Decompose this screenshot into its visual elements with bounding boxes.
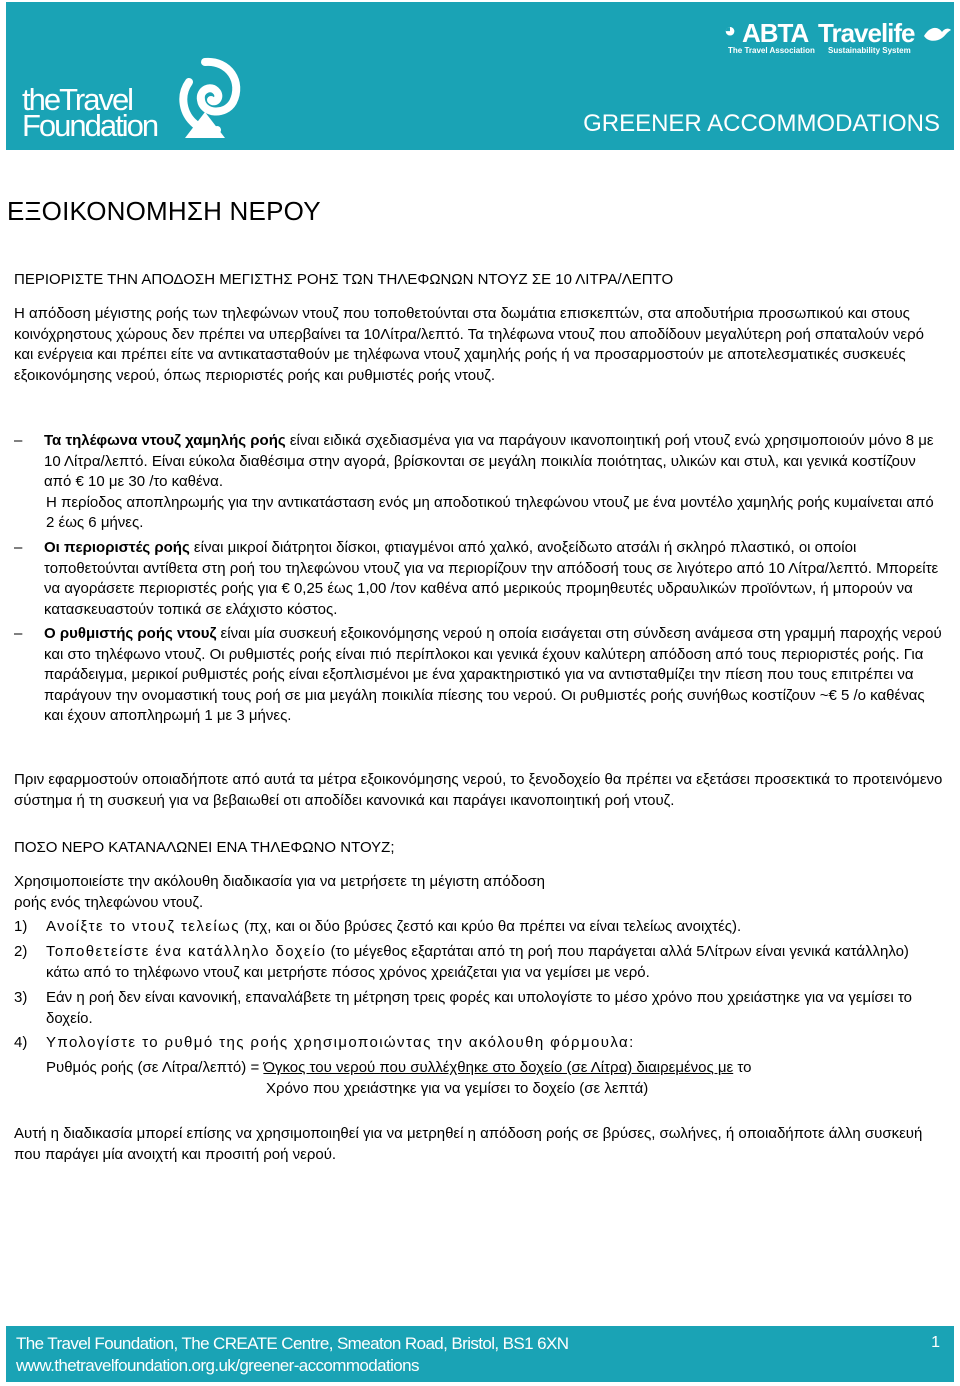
formula-to: το — [733, 1059, 752, 1076]
abta-word: ABTA — [742, 18, 809, 48]
flow-formula — [46, 1058, 946, 1099]
step-number: 4) — [14, 1034, 28, 1051]
before-paragraph: Πριν εφαρμοστούν οποιαδήποτε από αυτά τα μέτρα εξοικονόμησης νερού, το ξενοδοχείο θα πρέπει να εξετάσει προσεκτικά το προτεινόμενο σύστημα ή τη συσκευή για να βεβαιωθεί οτι αποδίδει κανονικά και παράγει ικανοποιητική ροή ντουζ. — [14, 771, 943, 809]
bullet-bold-label: Οι περιοριστές ροής — [44, 539, 190, 556]
header-banner — [6, 2, 954, 150]
swirl-icon — [159, 52, 251, 144]
travelife-word: Travelife — [818, 18, 915, 48]
bullet-bold-label: Τα τηλέφωνα ντουζ χαμηλής ροής — [44, 432, 286, 449]
step-text: Εάν η ροή δεν είναι κανονική, επαναλάβετε τη μέτρηση τρεις φορές και υπολογίστε το μέσο χρόνο που χρειάστηκε για να γεμίσει το δοχείο. — [46, 989, 913, 1027]
step-lead: Υπολογίστε το ρυθμό της ροής χρησιμοποιώντας την ακόλουθη φόρμουλα: — [46, 1034, 635, 1051]
bullet-text: είναι ειδικά σχεδιασμένα για να παράγουν ικανοποιητική ροή ντουζ ενώ χρησιμοποιούν μόνο 8 με 10 Λίτρα/λεπτό. Είναι εύκολα διαθέσιμα στην αγορά, βρίσκονται σε μεγάλη ποικιλία ποιότητας, υλικών και στυλ, και γενικά κοστίζουν από € 10 με 30 /το καθένα. — [44, 432, 934, 490]
bullet-flow-regulator — [14, 624, 944, 727]
footer-banner — [6, 1326, 954, 1382]
usage-line2: ροής ενός τηλεφώνου ντουζ. — [14, 893, 204, 911]
section-subtitle: ΠΕΡΙΟΡΙΣΤΕ ΤΗΝ ΑΠΟΔΟΣΗ ΜΕΓΙΣΤΗΣ ΡΟΗΣ ΤΩΝ ΤΗΛΕΦΩΝΩΝ ΝΤΟΥΖ ΣΕ 10 ΛΙΤΡΑ/ΛΕΠΤΟ — [14, 271, 674, 288]
footer-address: The Travel Foundation, The CREATE Centre, Smeaton Road, Bristol, BS1 6XN — [16, 1334, 569, 1353]
logo-line2: Foundation — [22, 108, 158, 143]
page-title: ΕΞΟΙΚΟΝΟΜΗΣΗ ΝΕΡΟΥ — [7, 196, 321, 226]
bullet-dash: – — [14, 539, 23, 556]
formula-denominator: Χρόνο που χρειάστηκε για να γεμίσει το δοχείο (σε λεπτά) — [266, 1079, 649, 1097]
bullet-flow-restrictors — [14, 538, 944, 620]
step-number: 1) — [14, 918, 28, 935]
step-text: (το μέγεθος εξαρτάται από τη ροή που παράγεται αλλά 5Λίτρων είναι γενικά κατάλληλο) κάτω από το τηλέφωνο ντουζ και μετρήστε πόσος χρόνος χρειάζεται για να γεμίσει με νερό. — [46, 943, 909, 981]
formula-lhs: Ρυθμός ροής (σε Λίτρα/λεπτό) = — [46, 1059, 264, 1076]
bullet-dash: – — [14, 625, 23, 642]
step-number: 3) — [14, 989, 28, 1006]
step-lead: Τοποθετείστε ένα κατάλληλο δοχείο — [46, 943, 327, 960]
travelife-subtitle: Sustainability System — [828, 46, 911, 55]
page-number: 1 — [931, 1334, 940, 1351]
abta-swirl-icon: ◕ — [724, 20, 737, 42]
logo-line1: theTravel — [22, 82, 133, 117]
greener-accommodations-banner: GREENER ACCOMMODATIONS — [583, 110, 940, 137]
step-text: (πχ, και οι δύο βρύσες ζεστό και κρύο θα πρέπει να είναι τελείως ανοιχτές). — [239, 918, 742, 935]
bird-icon — [922, 22, 952, 44]
bullet-text: είναι μικροί διάτρητοι δίσκοι, φτιαγμένοι από χαλκό, ανοξείδωτο ατσάλι ή σκληρό πλαστικό, οι οποίοι τοποθετούνται αντίθετα στη ροή του τηλεφώνου ντουζ για να περιορίζουν την απόδοσή τους σε λιγότερο από 10 Λίτρα/λεπτό. Μπορείτε να αγοράσετε περιοριστές ροής για € 0,25 έως 1,00 /τον καθένα από μερικούς προμηθευτές υδραυλικών προϊόντων, ή μπορούν να κατασκευαστούν τοπικά σε ελάχιστο κόστος. — [44, 539, 939, 618]
footer-url[interactable]: www.thetravelfoundation.org.uk/greener-accommodations — [16, 1356, 419, 1375]
usage-intro — [14, 872, 944, 913]
abta-subtitle: The Travel Association — [728, 46, 815, 55]
formula-numerator: Όγκος του νερού που συλλέχθηκε στο δοχείο (σε Λίτρα) διαιρεμένος με — [263, 1059, 734, 1076]
bullet-low-flow — [14, 431, 944, 534]
travelife-logo — [818, 18, 954, 60]
step-1 — [14, 917, 944, 938]
step-2 — [14, 942, 944, 983]
bullet-continuation: Η περίοδος αποπληρωμής για την αντικατάσταση ενός μη αποδοτικού τηλεφώνου ντουζ με ένα μοντέλο χαμηλής ροής κυμαίνεται από 2 έως 6 μήνες. — [46, 493, 934, 531]
travel-foundation-logo — [22, 50, 252, 145]
step-3 — [14, 988, 944, 1029]
abta-logo — [720, 18, 820, 58]
usage-line1: Χρησιμοποιείστε την ακόλουθη διαδικασία για να μετρήσετε τη μέγιστη απόδοση — [14, 873, 546, 890]
question-heading: ΠΟΣΟ ΝΕΡΟ ΚΑΤΑΝΑΛΩΝΕΙ ΕΝΑ ΤΗΛΕΦΩΝΟ ΝΤΟΥΖ; — [14, 839, 395, 856]
intro-paragraph: Η απόδοση μέγιστης ροής των τηλεφώνων ντουζ που τοποθετούνται στα δωμάτια επισκεπτών, στα αποδυτήρια προσωπικού και στους κοινόχρηστους χώρους δεν πρέπει να υπερβαίνει τα 10Λίτρα/λεπτό. Τα τηλέφωνα ντουζ που αποδίδουν μεγαλύτερη ροή σπαταλούν νερό και ενέργεια και πρέπει είτε να αντικατασταθούν με τηλέφωνα ντουζ χαμηλής ροής ή να προσαρμοστούν με αποτελεσματικές συσκευές εξοικονόμησης νερού, όπως περιοριστές ροής και ρυθμιστές ροής ντουζ. — [14, 305, 924, 384]
bullet-dash: – — [14, 432, 23, 449]
step-number: 2) — [14, 943, 28, 960]
step-4 — [14, 1033, 944, 1054]
step-lead: Ανοίξτε το ντουζ τελείως — [46, 918, 240, 935]
bullet-bold-label: Ο ρυθμιστής ροής ντουζ — [44, 625, 217, 642]
closing-paragraph: Αυτή η διαδικασία μπορεί επίσης να χρησιμοποιηθεί για να μετρηθεί η απόδοση ροής σε βρύσες, σωλήνες, ή οποιαδήποτε άλλη συσκευή που παράγει μία ανοιχτή και προσιτή ροή νερού. — [14, 1125, 923, 1163]
bullet-text: είναι μία συσκευή εξοικονόμησης νερού η οποία εισάγεται στη σύνδεση ανάμεσα στη γραμμή παροχής νερού και στο τηλέφωνο ντουζ. Οι ρυθμιστές ροής είναι πιό περίπλοκοι και γενικά έχουν καλύτερη απόδοση από τους περιοριστές ροής. Για παράδειγμα, μερικοί ρυθμιστές ροής είναι εξοπλισμένοι με ένα χαρακτηριστικό για να αντισταθμίζει την πίεση που τους επιτρέπει να παράγουν την ονομαστική τους ροή σε μια μεγάλη ποικιλία πίεσης του νερού. Οι ρυθμιστές ροής συνήθως κοστίζουν ~€ 5 /ο καθένας και έχουν αποπληρωμή 1 με 3 μήνες. — [44, 625, 942, 724]
